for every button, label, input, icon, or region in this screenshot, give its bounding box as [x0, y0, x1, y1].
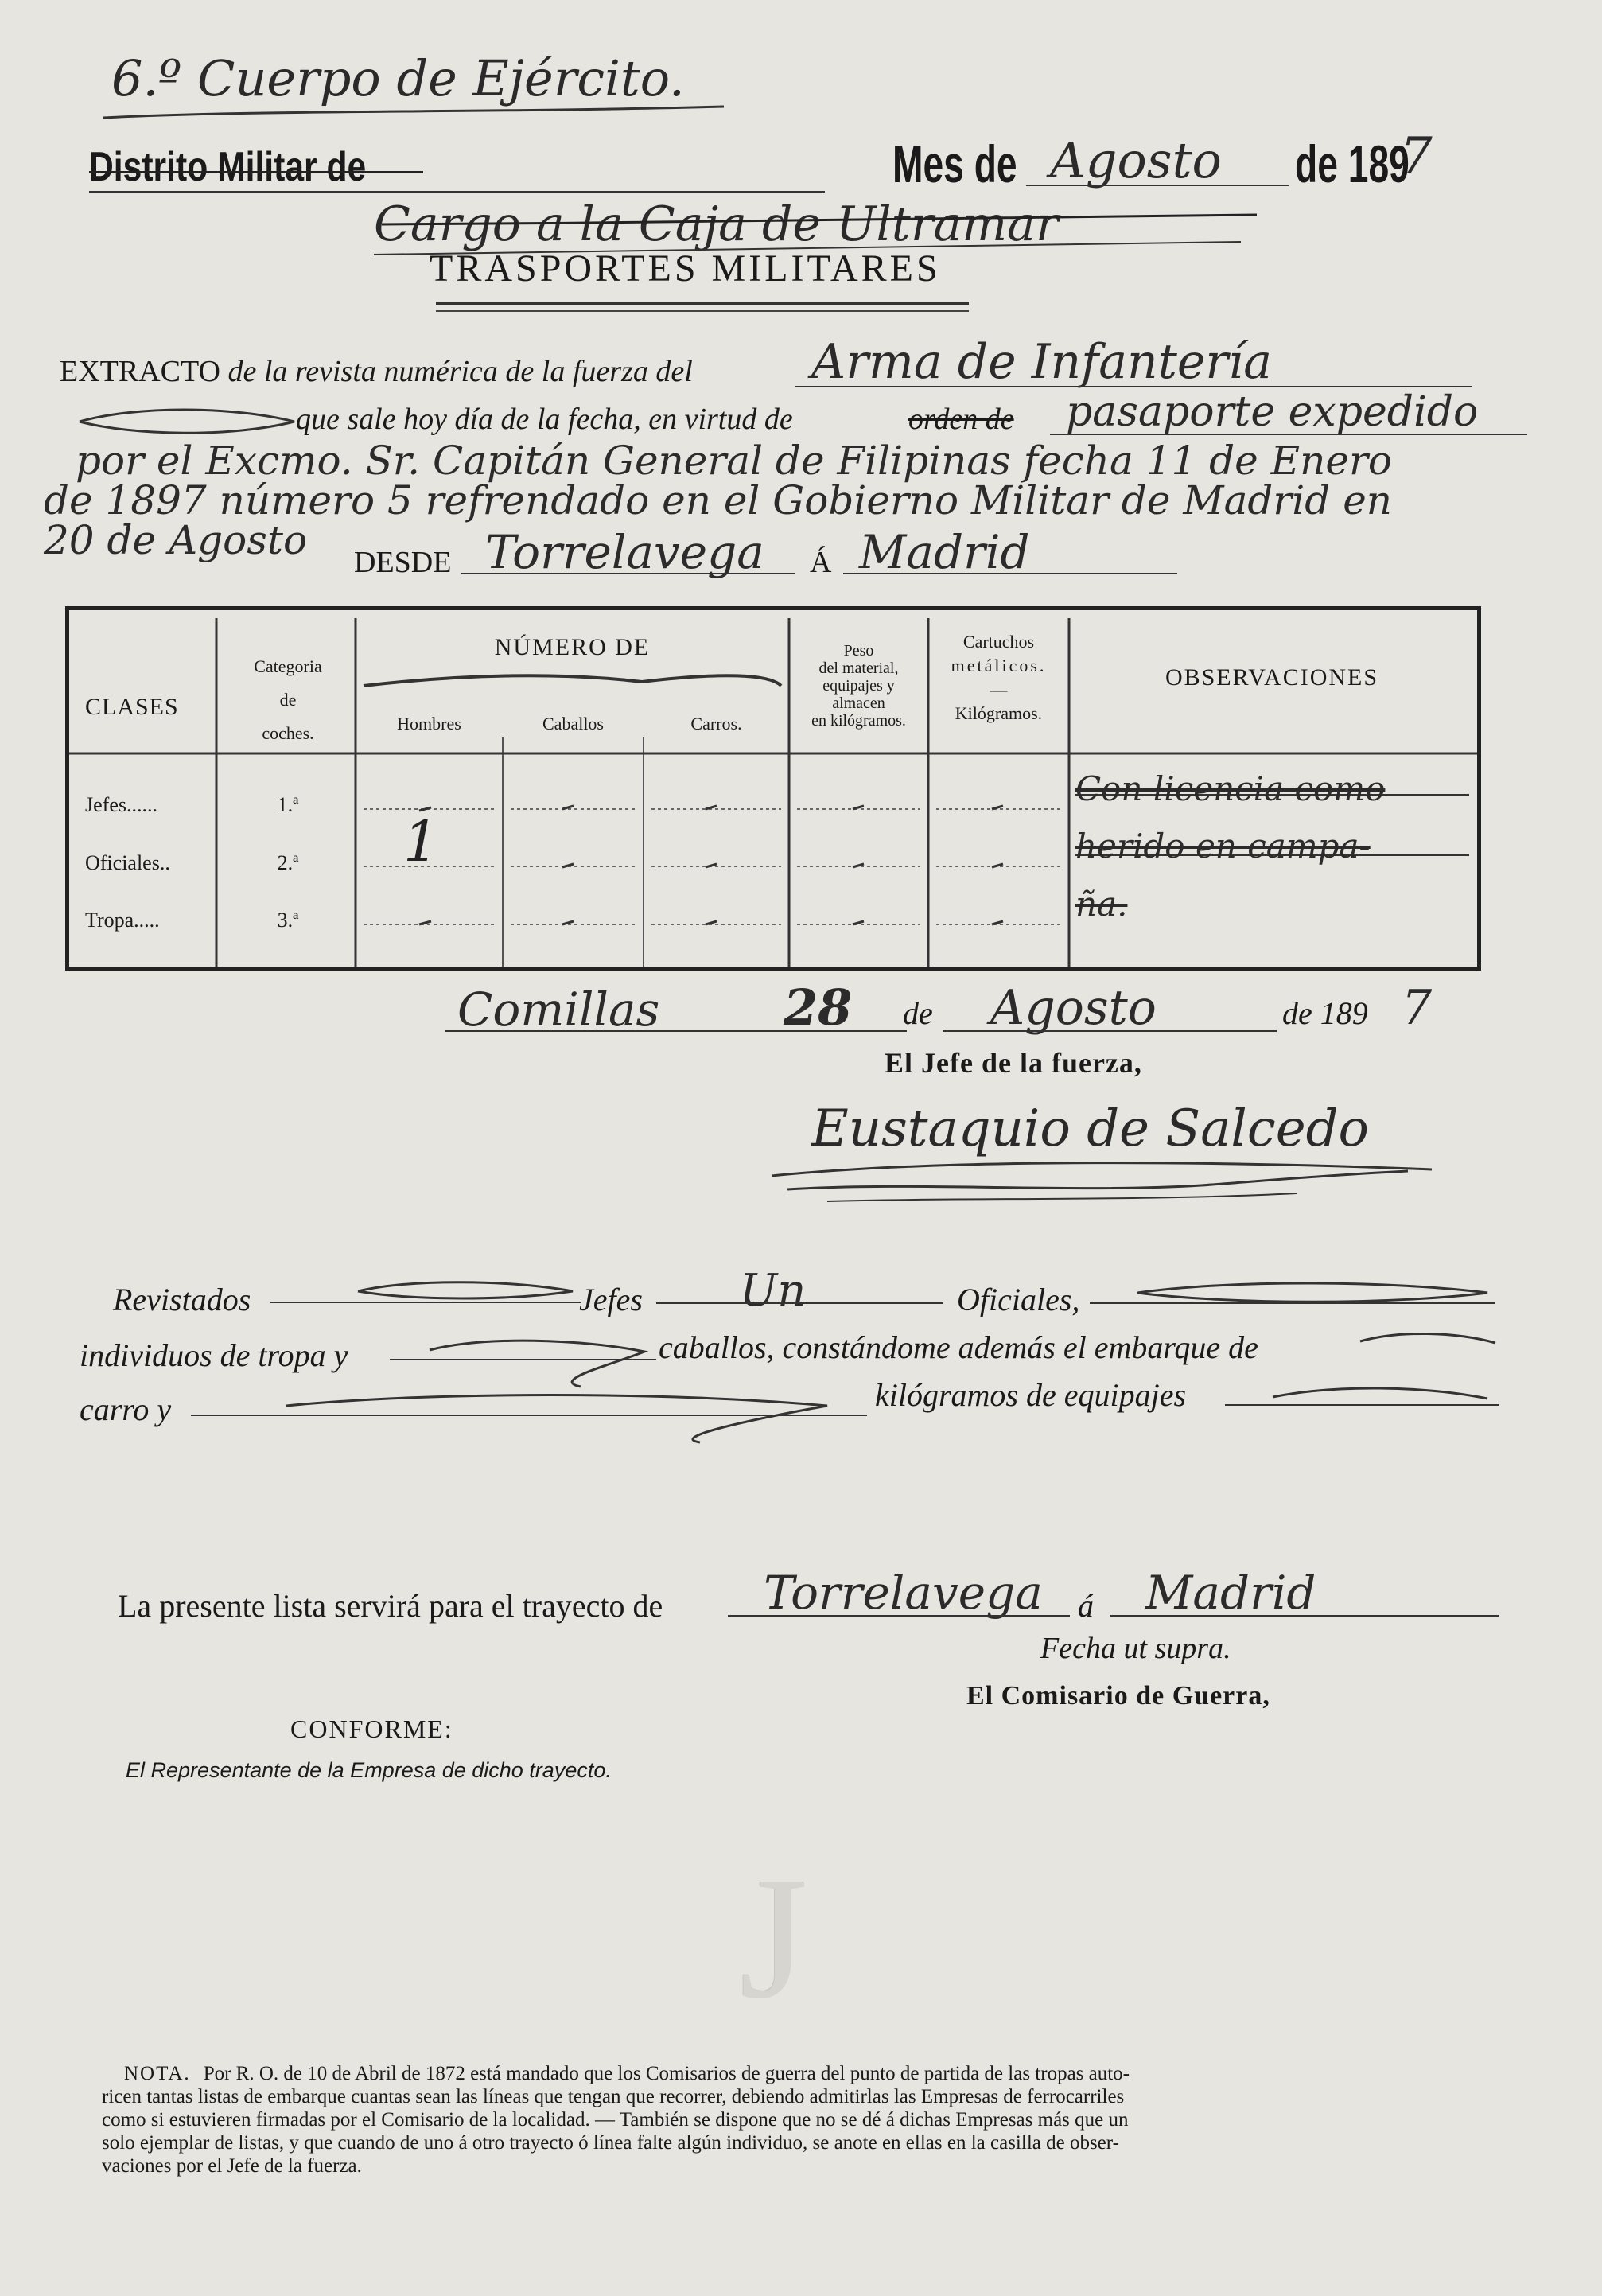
mes-line [1026, 185, 1289, 186]
arma-line [795, 386, 1472, 387]
carro-label: carro y [80, 1391, 172, 1427]
to-handwritten: Madrid [859, 525, 1030, 579]
row-oficiales-hombres: 1 [403, 809, 439, 874]
title-rule-1 [436, 302, 969, 305]
col-numero: NÚMERO DE [494, 634, 651, 660]
oficiales-dash [1090, 1273, 1503, 1321]
col-clases: CLASES [85, 694, 179, 720]
corps-text: 6.º Cuerpo de Ejército. [111, 49, 685, 107]
caballos-label: caballos, constándome además el embarque de [659, 1329, 1258, 1365]
tropa-dash [390, 1325, 660, 1388]
revistados-label: Revistados [113, 1282, 251, 1317]
nota-line-5: vaciones por el Jefe de la fuerza. [102, 2155, 362, 2177]
desde-label: DESDE [354, 546, 452, 579]
col-categoria-line-2: de [279, 690, 297, 710]
title-rule-2 [436, 310, 969, 312]
year-digit-handwritten: 7 [1400, 127, 1433, 186]
trayecto-to-handwritten: Madrid [1145, 1566, 1316, 1620]
orden-handwritten-2: por el Excmo. Sr. Capitán General de Filipinas fecha 11 de Enero [76, 438, 1392, 484]
trayecto-to-line [1110, 1615, 1499, 1617]
a-label: Á [810, 546, 832, 579]
place-handwritten: Comillas [457, 983, 660, 1037]
day-handwritten: 28 [784, 979, 853, 1037]
date-month-line [943, 1030, 1277, 1032]
tropa-label: individuos de tropa y [80, 1337, 348, 1373]
trayecto-from-handwritten: Torrelavega [764, 1566, 1043, 1620]
comisario-label: El Comisario de Guerra, [966, 1681, 1270, 1710]
jefes-line [656, 1302, 943, 1304]
nota-line-3: como si estuvieren firmadas por el Comisario de la localidad. — También se dispone que no se dé á dichas Empresas más que un [102, 2109, 1129, 2131]
mes-label: Mes de [892, 134, 1017, 193]
arma-handwritten: Arma de Infantería [811, 334, 1272, 390]
distrito-label: Distrito Militar de [89, 144, 367, 190]
orden-text: orden de [908, 403, 1014, 436]
col-hombres: Hombres [397, 714, 461, 734]
col-peso-line-5: en kilógramos. [811, 712, 906, 730]
representante-label: El Representante de la Empresa de dicho trayecto. [126, 1758, 612, 1782]
row-jefes-clase: Jefes...... [85, 793, 157, 816]
obs-line-3: ña. [1075, 885, 1128, 924]
orden-handwritten-4: 20 de Agosto [44, 517, 308, 563]
nota-text-1: Por R. O. de 10 de Abril de 1872 está mandado que los Comisarios de guerra del punto de partida de las tropas auto- [203, 2063, 1130, 2084]
col-cartuchos-line-1: Cartuchos [962, 632, 1035, 652]
row-tropa-cat: 3.ª [277, 909, 299, 932]
col-peso-line-3: equipajes y [822, 677, 895, 695]
carro-dash [191, 1380, 875, 1444]
from-handwritten: Torrelavega [485, 525, 764, 579]
line2-text: que sale hoy día de la fecha, en virtud de [296, 403, 793, 436]
col-categoria-line-1: Categoria [254, 656, 322, 676]
cargo-text: Cargo a la Caja de Ultramar [374, 197, 1059, 252]
col-carros: Carros. [690, 714, 742, 734]
row-oficiales-cat: 2.ª [277, 851, 299, 874]
nota-line-1 [102, 2062, 1510, 2085]
kg-dash [1225, 1376, 1503, 1424]
col-caballos: Caballos [542, 714, 604, 734]
orden-handwritten-1: pasaporte expedido [1066, 388, 1479, 436]
obs-line-2: herido en campa- [1075, 827, 1371, 866]
extracto-word: EXTRACTO [60, 355, 220, 388]
col-peso-line-1: Peso [843, 642, 874, 660]
a-line [843, 573, 1177, 574]
date-year-prefix: de 189 [1282, 995, 1368, 1031]
conforme-label: CONFORME: [290, 1714, 453, 1743]
date-de: de [903, 995, 933, 1031]
col-peso-line-4: almacen [832, 695, 885, 712]
extracto-text: de la revista numérica de la fuerza del [220, 355, 693, 388]
caballos-dash [1328, 1321, 1503, 1368]
revistados-dash [270, 1269, 589, 1317]
trayecto-from-line [728, 1615, 1070, 1617]
extracto-line [60, 354, 693, 389]
nota-line-4: solo ejemplar de listas, y que cuando de uno á otro trayecto ó línea falte algún individuo, se anote en ellas en la casilla de obser- [102, 2132, 1119, 2154]
jefes-label: Jefes [579, 1282, 643, 1317]
nota-block [102, 2062, 1510, 2177]
jefe-fuerza-label: El Jefe de la fuerza, [885, 1047, 1142, 1079]
year-prefix: de 189 [1295, 134, 1410, 193]
desde-line [461, 573, 795, 574]
place-line [445, 1030, 907, 1032]
col-cartuchos-line-4: Kilógramos. [955, 703, 1043, 723]
fecha-supra: Fecha ut supra. [1040, 1632, 1231, 1665]
col-cartuchos-line-2: metálicos. [951, 656, 1047, 675]
col-categoria-line-3: coches. [262, 723, 314, 743]
document-title: TRASPORTES MILITARES [430, 247, 941, 290]
month-handwritten: Agosto [1050, 131, 1222, 189]
col-observaciones: OBSERVACIONES [1165, 664, 1379, 691]
kg-label: kilógramos de equipajes [875, 1377, 1187, 1413]
row-oficiales-clase: Oficiales.. [85, 851, 170, 874]
col-cartuchos-line-3: — [990, 679, 1008, 699]
distrito-strike [89, 171, 423, 173]
corps-handwriting [95, 40, 748, 127]
row-tropa-clase: Tropa..... [85, 909, 160, 932]
oficiales-label: Oficiales, [957, 1282, 1080, 1317]
presente-a-label: á [1078, 1588, 1094, 1624]
nota-line-2: ricen tantas listas de embarque cuantas sean las líneas que tengan que recorrer, debiendo admitirlas las Empresas de ferrocarriles [102, 2086, 1125, 2107]
col-peso-line-2: del material, [818, 660, 899, 677]
date-month-handwritten: Agosto [990, 980, 1157, 1036]
date-year-digit: 7 [1402, 980, 1433, 1036]
row-jefes-cat: 1.ª [277, 793, 299, 816]
orden-line [1050, 434, 1527, 435]
signature-text: Eustaquio de Salcedo [811, 1099, 1370, 1158]
jefes-handwritten: Un [740, 1265, 807, 1317]
signature-handwriting [756, 1082, 1472, 1217]
obs-line-1: Con licencia como [1075, 769, 1386, 808]
nota-label: NOTA. [124, 2063, 191, 2084]
transport-table [65, 606, 1481, 971]
watermark: J [740, 1841, 808, 2035]
orden-handwritten-3: de 1897 número 5 refrendado en el Gobierno Militar de Madrid en [44, 477, 1392, 523]
presente-label: La presente lista servirá para el trayecto de [118, 1588, 663, 1624]
